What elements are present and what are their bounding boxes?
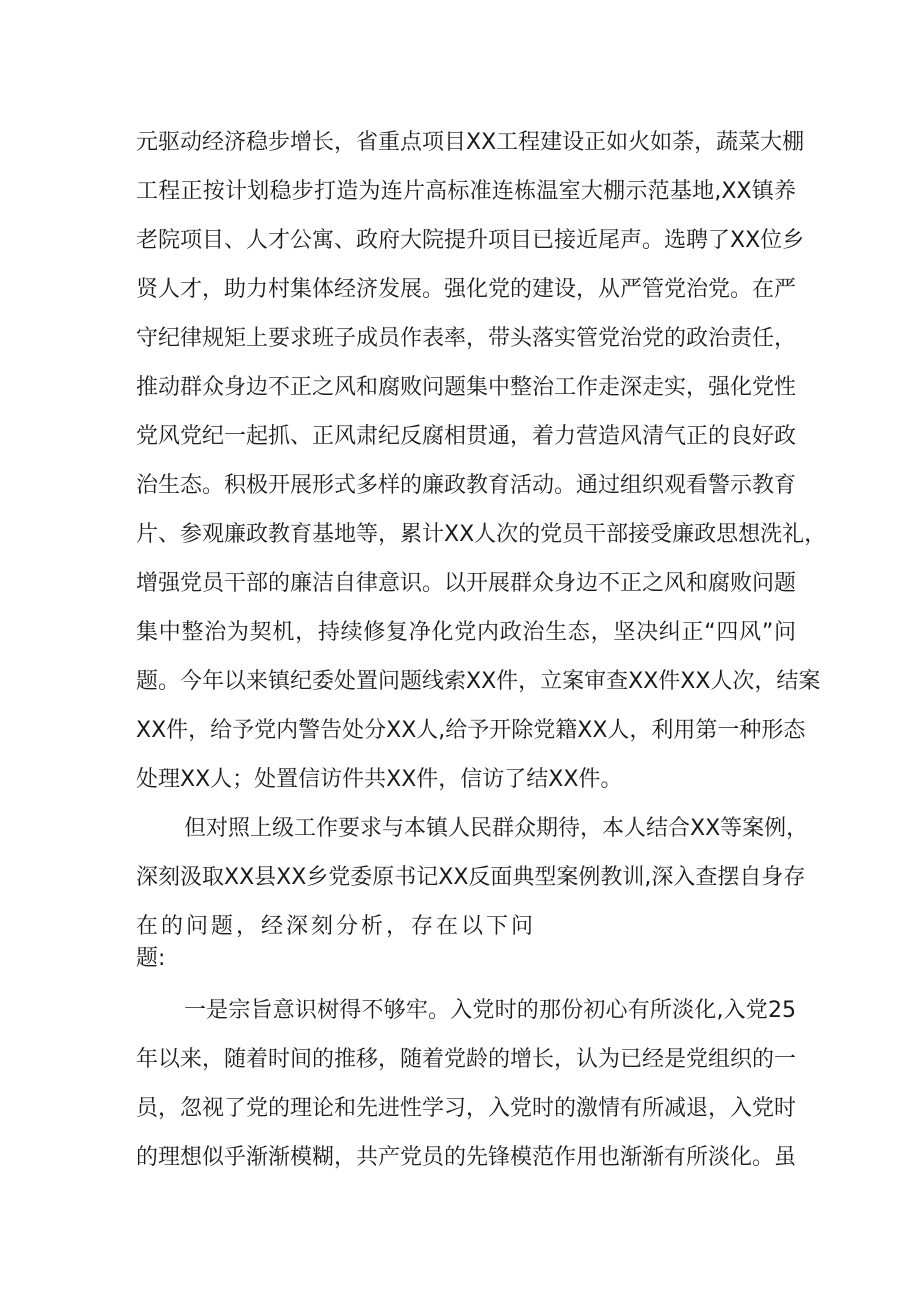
- text-line: 治生态。积极开展形式多样的廉政教育活动。通过组织观看警示教育: [136, 473, 797, 498]
- text-line: 守纪律规矩上要求班子成员作表率，带头落实管党治党的政治责任，: [136, 326, 797, 351]
- text-line: 处理XX人；处置信访件共XX件，信访了结XX件。: [136, 767, 623, 792]
- text-line: 的理想似乎渐渐模糊，共产党员的先锋模范作用也渐渐有所淡化。虽: [136, 1145, 797, 1170]
- text-line: XX件，给予党内警告处分XX人,给予开除党籍XX人，利用第一种形态: [136, 718, 806, 743]
- text-line: 年以来，随着时间的推移，随着党龄的增长，认为已经是党组织的一: [136, 1047, 797, 1072]
- text-line: 题:: [136, 946, 166, 971]
- text-line: 推动群众身边不正之风和腐败问题集中整治工作走深走实，强化党性: [136, 375, 797, 400]
- text-line: 片、参观廉政教育基地等，累计XX人次的党员干部接受廉政思想洗礼，: [136, 522, 827, 547]
- text-line: 集中整治为契机，持续修复净化党内政治生态，坚决纠正“四风”问: [136, 620, 796, 645]
- text-line: 增强党员干部的廉洁自律意识。以开展群众身边不正之风和腐败问题: [136, 571, 797, 596]
- text-line: 在的问题，经深刻分析，存在以下问: [136, 914, 537, 939]
- text-line: 一是宗旨意识树得不够牢。入党时的那份初心有所淡化,入党25: [184, 998, 796, 1023]
- text-line: 党风党纪一起抓、正风肃纪反腐相贯通，着力营造风清气正的良好政: [136, 424, 797, 449]
- text-line: 老院项目、人才公寓、政府大院提升项目已接近尾声。选聘了XX位乡: [136, 228, 805, 253]
- text-line: 深刻汲取XX县XX乡党委原书记XX反面典型案例教训,深入查摆自身存: [136, 865, 806, 890]
- text-line: 元驱动经济稳步增长，省重点项目XX工程建设正如火如荼，蔬菜大棚: [136, 130, 805, 155]
- text-line: 题。今年以来镇纪委处置问题线索XX件，立案审查XX件XX人次，结案: [136, 669, 821, 694]
- text-line: 工程正按计划稳步打造为连片高标准连栋温室大棚示范基地,XX镇养: [136, 179, 796, 204]
- text-line: 但对照上级工作要求与本镇人民群众期待，本人结合XX等案例，: [184, 816, 809, 841]
- text-line: 贤人才，助力村集体经济发展。强化党的建设，从严管党治党。在严: [136, 277, 797, 302]
- text-line: 员，忽视了党的理论和先进性学习，入党时的激情有所减退，入党时: [136, 1096, 797, 1121]
